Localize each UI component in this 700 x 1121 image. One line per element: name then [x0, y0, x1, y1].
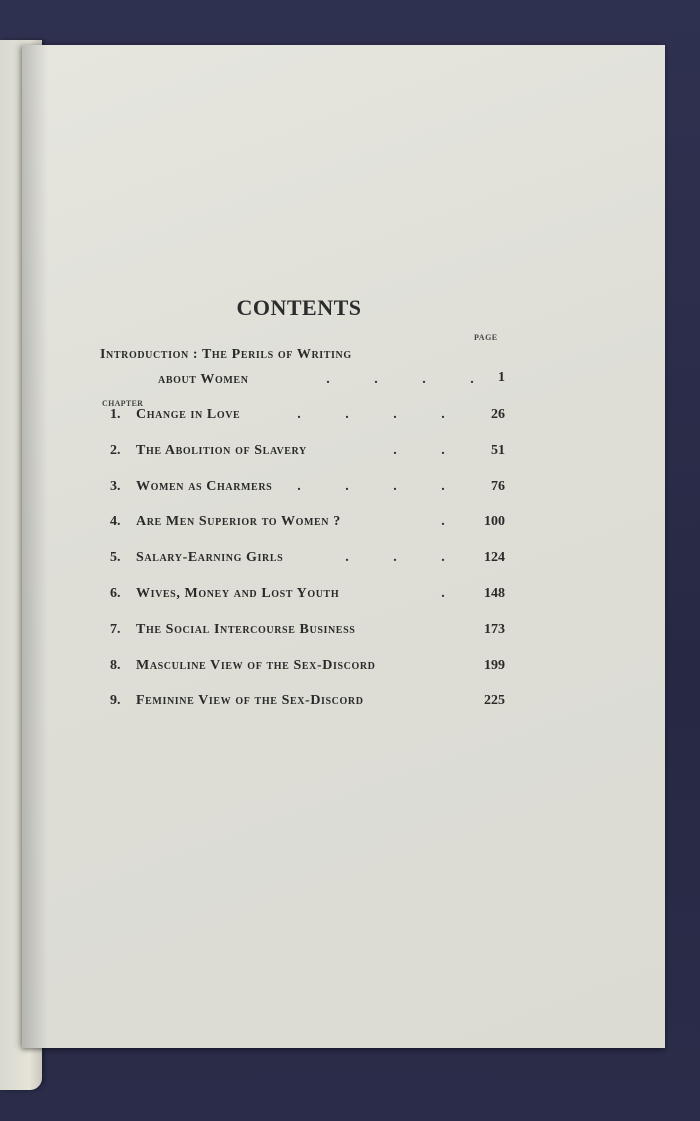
chapter-title: The Abolition of Slavery: [136, 442, 307, 458]
chapter-page-number: 124: [484, 550, 505, 566]
leader-dots: . .: [393, 442, 445, 458]
chapter-title: The Social Intercourse Business: [136, 621, 356, 637]
gutter-shadow: [22, 45, 48, 1048]
toc-entry: [22, 693, 665, 715]
leader-dots: . . . .: [297, 478, 445, 494]
chapter-column-label: CHAPTER: [102, 399, 144, 408]
chapter-page-number: 225: [484, 693, 505, 709]
contents-heading: CONTENTS: [236, 295, 362, 320]
chapter-number: 7.: [110, 621, 121, 637]
toc-entry: [22, 622, 665, 644]
leader-dots: .: [441, 586, 445, 601]
toc-entry: [22, 586, 665, 608]
chapter-page-number: 100: [484, 514, 505, 530]
toc-entry: [22, 514, 665, 536]
toc-entry: [22, 407, 665, 429]
chapter-title: Wives, Money and Lost Youth: [136, 586, 340, 601]
chapter-title: Women as Charmers: [136, 478, 273, 494]
chapter-title: Masculine View of the Sex-Discord: [136, 657, 376, 673]
introduction-leader-dots: . . . .: [326, 372, 474, 387]
chapter-title: Are Men Superior to Women ?: [136, 514, 341, 530]
chapter-number: 5.: [110, 550, 121, 566]
leader-dots: . . .: [345, 550, 445, 566]
toc-entry: [22, 658, 665, 680]
chapter-number: 9.: [110, 693, 121, 709]
chapter-title: Salary-Earning Girls: [136, 550, 284, 566]
toc-entry: [22, 550, 665, 572]
book-page: [22, 45, 665, 1048]
toc-entry: [22, 443, 665, 465]
chapter-page-number: 199: [484, 657, 505, 673]
leader-dots: . . . .: [297, 407, 445, 422]
chapter-number: 4.: [110, 514, 121, 530]
leader-dots: .: [441, 514, 445, 530]
chapter-page-number: 26: [491, 407, 505, 422]
chapter-number: 1.: [110, 407, 121, 422]
chapter-number: 2.: [110, 442, 121, 458]
introduction-title-line1: Introduction : The Perils of Writing: [100, 347, 352, 362]
chapter-page-number: 173: [484, 621, 505, 637]
chapter-title: Change in Love: [136, 407, 241, 422]
toc-entry: [22, 479, 665, 501]
chapter-number: 3.: [110, 478, 121, 494]
chapter-page-number: 51: [491, 442, 505, 458]
chapter-page-number: 76: [491, 478, 505, 494]
introduction-page-number: 1: [498, 370, 505, 385]
introduction-title-line2: about Women: [158, 372, 249, 387]
chapter-number: 6.: [110, 586, 121, 601]
chapter-number: 8.: [110, 657, 121, 673]
chapter-title: Feminine View of the Sex-Discord: [136, 693, 364, 709]
page-column-label: PAGE: [474, 333, 498, 342]
chapter-page-number: 148: [484, 586, 505, 601]
